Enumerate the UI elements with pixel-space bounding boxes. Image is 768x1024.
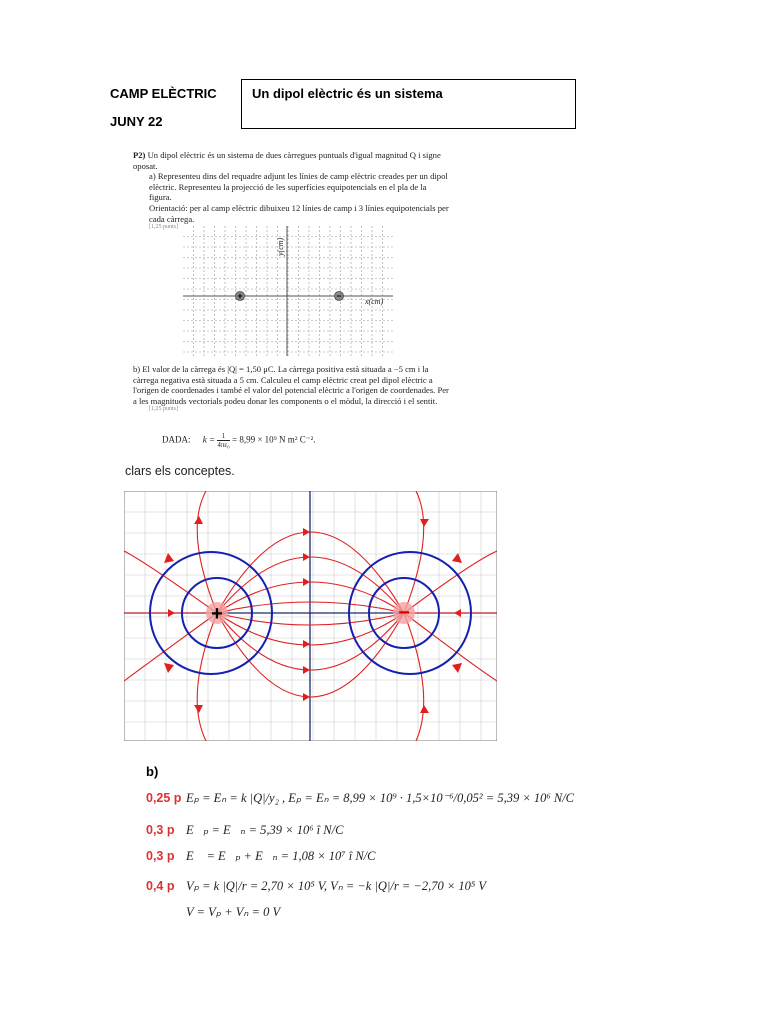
problem-intro [133, 150, 451, 171]
solution-line [146, 790, 574, 806]
problem-part-b [133, 362, 451, 413]
problem-number: P2) [133, 150, 146, 160]
x-axis-label: x(cm) [365, 297, 384, 306]
grid-lines [183, 226, 393, 356]
k-denominator: 4πε₀ [217, 441, 230, 449]
points: 0,3 p [146, 823, 175, 837]
solution-line [146, 848, 375, 864]
negative-charge-symbol: − [398, 602, 410, 624]
intro-text: clars els conceptes. [125, 464, 235, 478]
k-fraction [217, 432, 229, 449]
solution-line [186, 904, 280, 920]
data-label: DADA: [162, 434, 191, 445]
dipole-field-figure [124, 491, 497, 741]
part-a-text: a) Representeu dins del requadre adjunt les línies de camp elèctric creades per un dipol elèctric. Representeu la projecció de les superfícies equipotencials en el pla de la figura. [149, 171, 448, 203]
positive-charge-symbol: + [211, 603, 223, 625]
problem-statement [133, 150, 451, 231]
solution-heading: b) [146, 764, 159, 779]
negative-charge-sign: − [336, 291, 342, 301]
equation: V = Vₚ + Vₙ = 0 V [186, 905, 281, 919]
k-symbol: k = [202, 434, 216, 445]
equation: Vₚ = k |Q|/r = 2,70 × 10⁵ V, Vₙ = −k |Q|/r = −2,70 × 10⁵ V [186, 879, 487, 893]
equation: Eₚ = Eₙ = k |Q|/y₂ , Eₚ = Eₙ = 8,99 × 10⁹ · 1,5×10⁻⁶/0,05² = 5,39 × 10⁶ N/C [186, 791, 575, 805]
points: 0,4 p [146, 879, 175, 893]
points: 0,25 p [146, 791, 182, 805]
dipole-grid-figure [183, 226, 393, 356]
equation: E⃗ₚ = E⃗ₙ = 5,39 × 10⁶ î N/C [186, 823, 344, 837]
score-b: [1,25 punts] [149, 406, 178, 413]
k-numerator: 1 [217, 432, 229, 441]
definition-box [241, 79, 576, 129]
exam-date: JUNY 22 [110, 114, 163, 129]
orientation-text: Orientació: per al camp elèctric dibuixeu 12 línies de camp i 3 línies equipotencials per cada càrrega. [149, 202, 449, 224]
positive-charge-sign: + [237, 291, 243, 301]
page-title: CAMP ELÈCTRIC [110, 86, 217, 101]
part-b-text: b) El valor de la càrrega és |Q| = 1,50 μC. La càrrega positiva està situada a −5 cm i la càrrega negativa està situada a 5 cm. Calculeu el camp elèctric creat pel dipol elèctric a l'origen de coordenades i també el valor del potencial elèctric a l'origen de coordenades. Per a les magnituds vectorials podeu donar les components o el mòdul, la direcció i el sentit. [133, 364, 449, 406]
score-a: [1,25 punts] [149, 224, 178, 231]
definition-text: Un dipol elèctric és un sistema [252, 86, 443, 101]
data-constant [162, 432, 315, 449]
solution-line [146, 822, 343, 838]
problem-intro-text: Un dipol elèctric és un sistema de dues càrregues puntuals d'igual magnitud Q i signe oposat. [133, 150, 441, 171]
k-value: = 8,99 × 10⁹ N m² C⁻². [232, 434, 316, 445]
solution-line [146, 878, 486, 894]
equation: E⃗ = E⃗ₚ + E⃗ₙ = 1,08 × 10⁷ î N/C [186, 849, 376, 863]
y-axis-label: y(cm) [276, 237, 285, 256]
points: 0,3 p [146, 849, 175, 863]
